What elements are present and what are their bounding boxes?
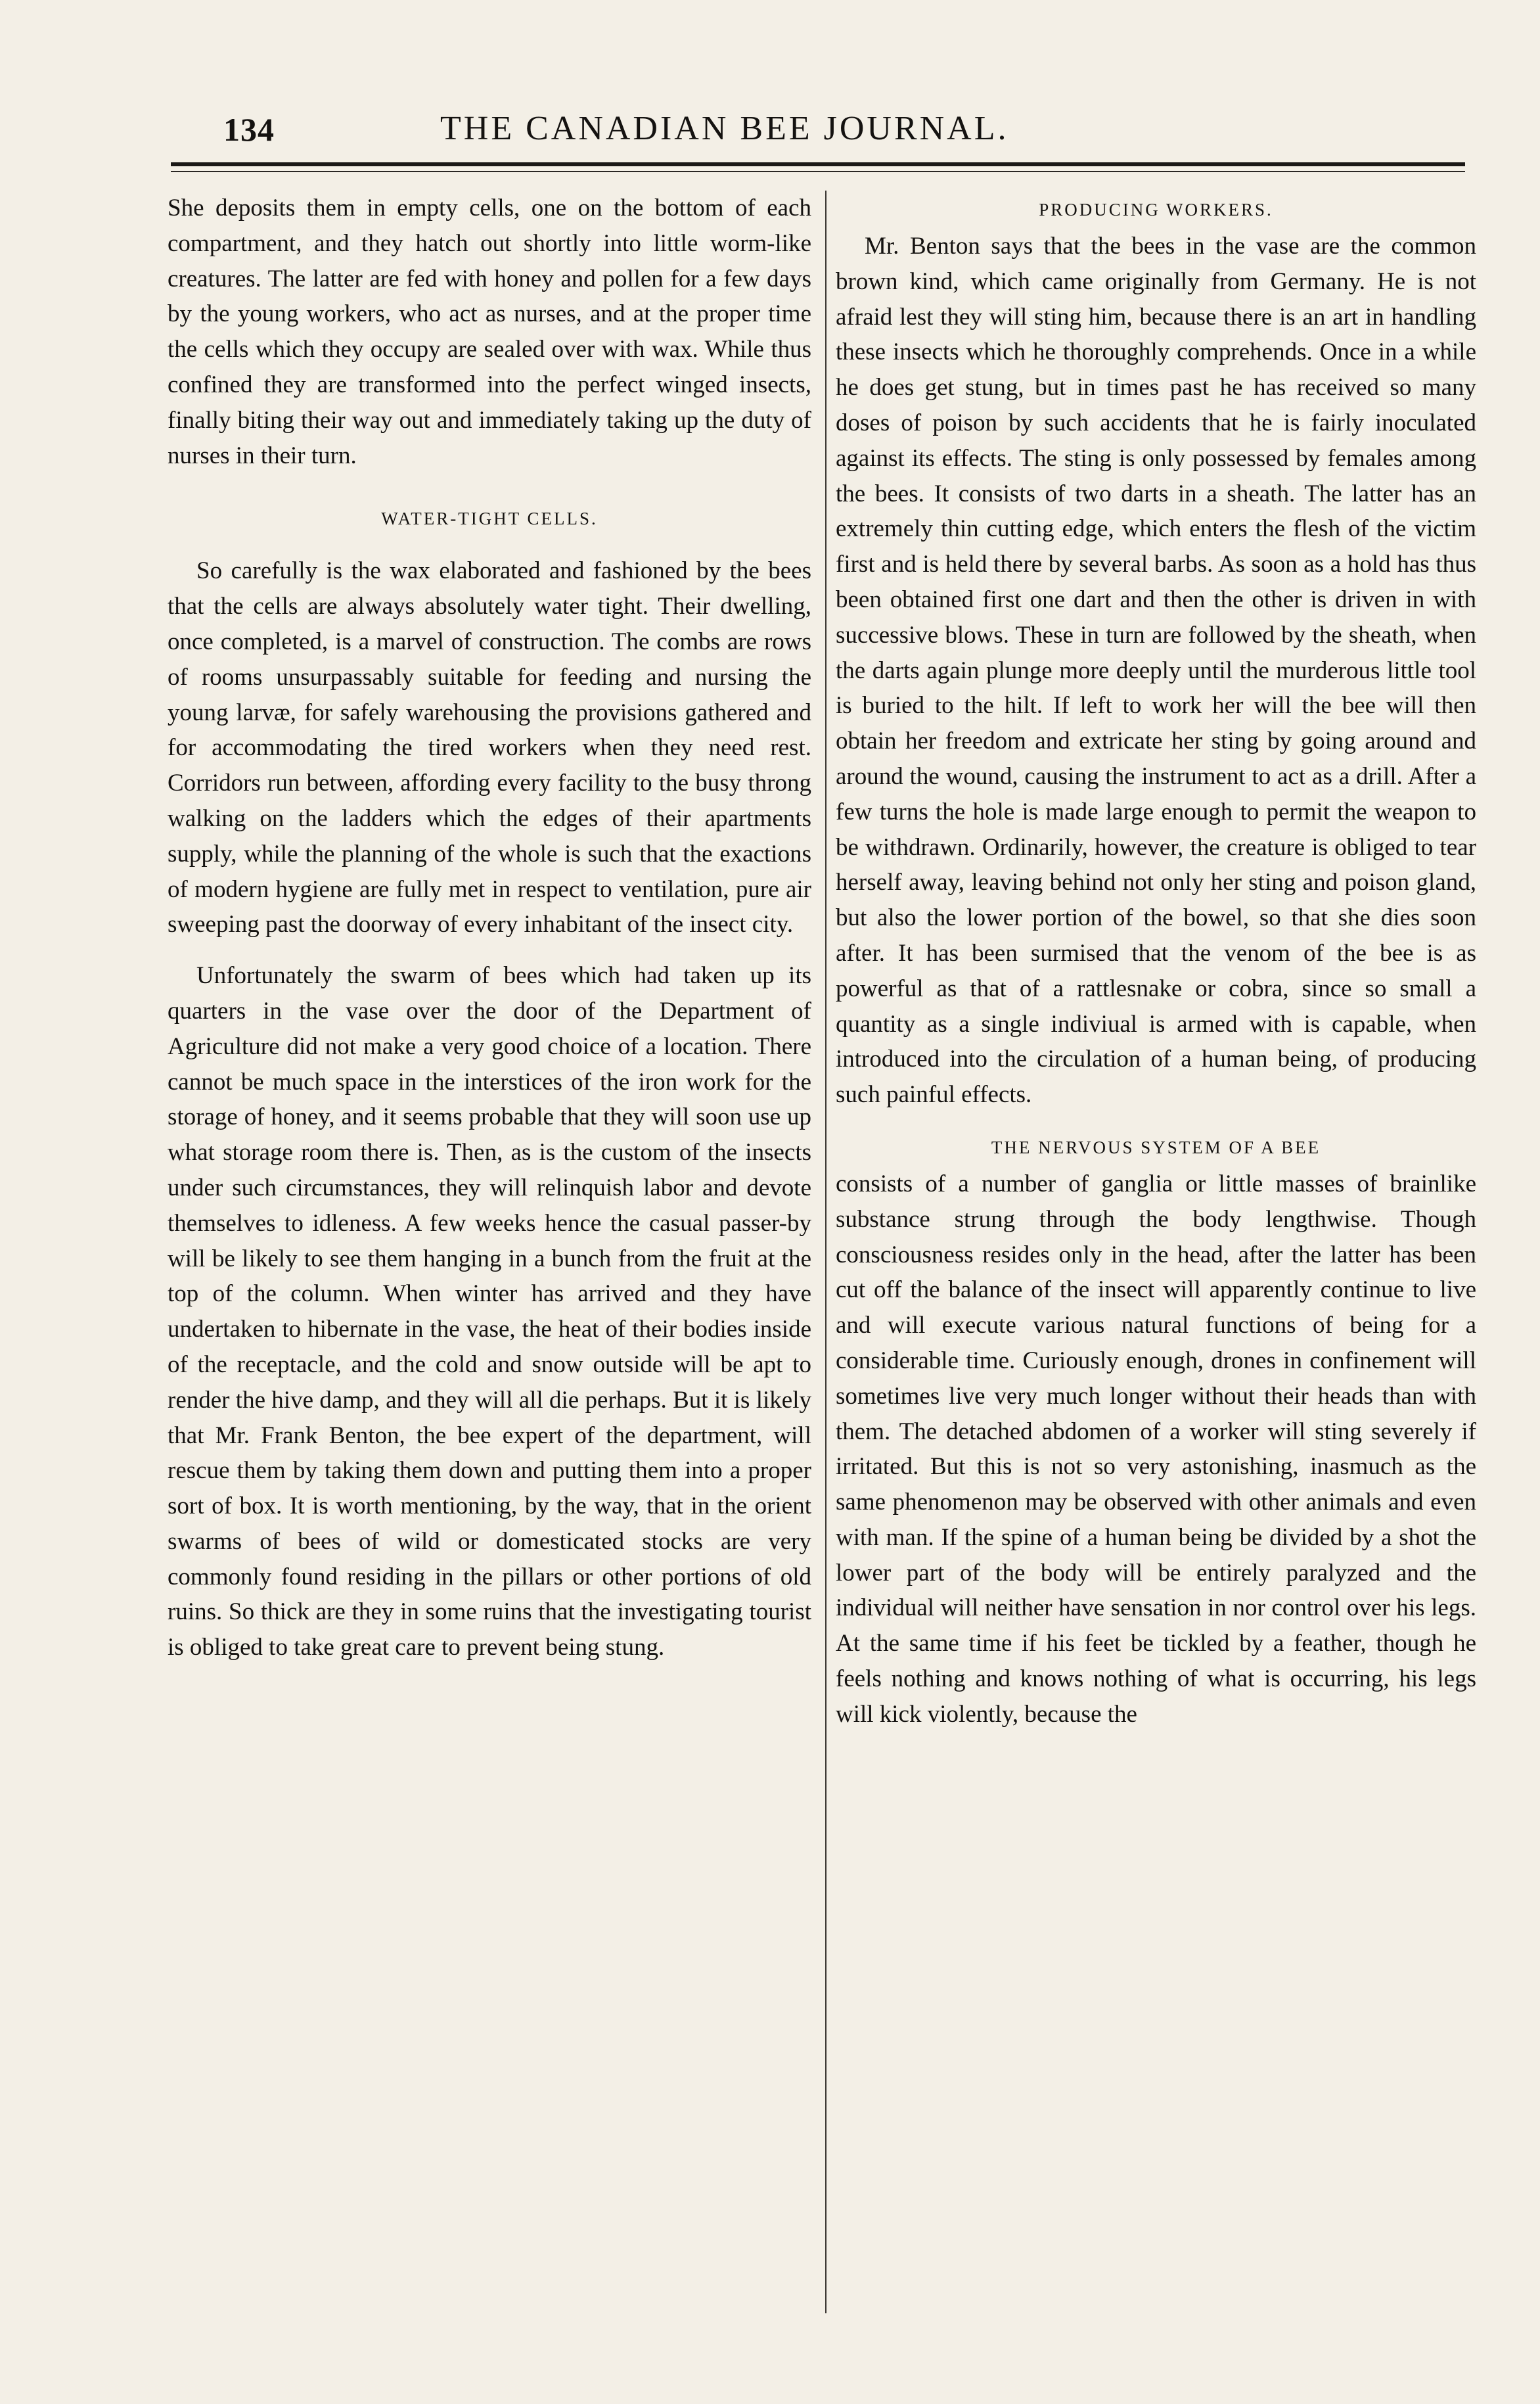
journal-title: THE CANADIAN BEE JOURNAL. [440,110,1009,147]
paragraph-hatching: She deposits them in empty cells, one on the bottom of each compartment, and they hatch out shortly into little worm-like creatures. The latter are fed with honey and pollen for a few days by the young workers, who act as nurses, and at the proper time the cells which they occupy are sealed over with wax. While thus confined they are transformed into the perfect winged insects, finally biting their way out and immediately taking up the duty of nurses in their turn. [168,195,811,469]
header-rule-thin [171,171,1465,172]
paragraph-benton-sting: Mr. Benton says that the bees in the vase are the common brown kind, which came originally from Germany. He is not afraid lest they will sting him, because there is an art in handling these insects which he thoroughly comprehends. Once in a while he does get stung, but in times past he has received so many doses of poison by such accidents that he is fairly inoculated against its effects. The sting is only possessed by females among the bees. It consists of two darts in a sheath. The latter has an extremely thin cutting edge, which enters the flesh of the victim first and is held there by several barbs. As soon as a hold has thus been obtained first one dart and then the other is driven in with successive blows. These in turn are followed by the sheath, when the darts again plunge more deeply until the murderous little tool is buried to the hilt. If left to work her will the bee will then obtain her freedom and extricate her sting by going around and around the wound, causing the instrument to act as a drill. After a few turns the hole is made large enough to permit the weapon to be withdrawn. Ordinarily, however, the creature is obliged to tear herself away, leaving behind not only her sting and poison gland, but also the lower portion of the bowel, so that she dies soon after. It has been surmised that the venom of the bee is as powerful as that of a rattlesnake or cobra, since so small a quantity as a single indiviual is armed with is capable, when introduced into the circulation of a human being, of producing such painful effects. [836,233,1476,1109]
column-divider [825,191,827,2313]
heading-nervous-system: THE NERVOUS SYSTEM OF A BEE [991,1137,1321,1157]
heading-producing-workers: PRODUCING WORKERS. [1039,200,1273,220]
heading-water-tight-cells: WATER-TIGHT CELLS. [381,509,598,529]
page-header [164,105,1472,164]
page-number: 134 [223,111,275,148]
header-rule [171,162,1465,166]
left-column [168,191,811,1665]
paragraph-water-tight: So carefully is the wax elaborated and fashioned by the bees that the cells are always absolutely water tight. Their dwelling, once completed, is a marvel of construction. The combs are rows of rooms unsurpassably suitable for feeding and nursing the young larvæ, for safely warehousing the provisions gathered and for accommodating the tired workers when they need rest. Corridors run between, affording every facility to the busy throng walking on the ladders which the edges of their apartments supply, while the planning of the whole is such that the exactions of modern hygiene are fully met in respect to ventilation, pure air sweeping past the doorway of every inhabitant of the insect city. [168,557,811,938]
paragraph-swarm-vase: Unfortunately the swarm of bees which had taken up its quarters in the vase over the door of the Department of Agriculture did not make a very good choice of a location. There cannot be much space in the interstices of the iron work for the storage of honey, and it seems probable that they will soon use up what storage room there is. Then, as is the custom of the insects under such circumstances, they will relinquish labor and devote themselves to idleness. A few weeks hence the casual passer-by will be likely to see them hanging in a bunch from the fruit at the top of the column. When winter has arrived and they have undertaken to hibernate in the vase, the heat of their bodies inside of the receptacle, and the cold and snow outside will be apt to render the hive damp, and they will all die perhaps. But it is likely that Mr. Frank Benton, the bee expert of the department, will rescue them by taking them down and putting them into a proper sort of box. It is worth mentioning, by the way, that in the orient swarms of bees of wild or domesticated stocks are very commonly found residing in the pillars or other portions of old ruins. So thick are they in some ruins that the investigating tourist is obliged to take great care to prevent being stung. [168,962,811,1661]
paragraph-nervous-system: consists of a number of ganglia or little masses of brainlike substance strung through the body lengthwise. Though consciousness resides only in the head, after the latter has been cut off the balance of the insect will apparently continue to live and will execute various natural functions of being for a considerable time. Curiously enough, drones in confinement will sometimes live very much longer without their heads than with them. The detached abdomen of a worker will sting severely if irritated. But this is not so very astonishing, inasmuch as the same phenomenon may be observed with other animals and even with man. If the spine of a human being be divided by a shot the lower part of the body will be entirely paralyzed and the individual will neither have sensation in nor control over his legs. At the same time if his feet be tickled by a feather, though he feels nothing and knows nothing of what is occurring, his legs will kick violently, because the [836,1170,1476,1728]
right-column [836,191,1476,1732]
